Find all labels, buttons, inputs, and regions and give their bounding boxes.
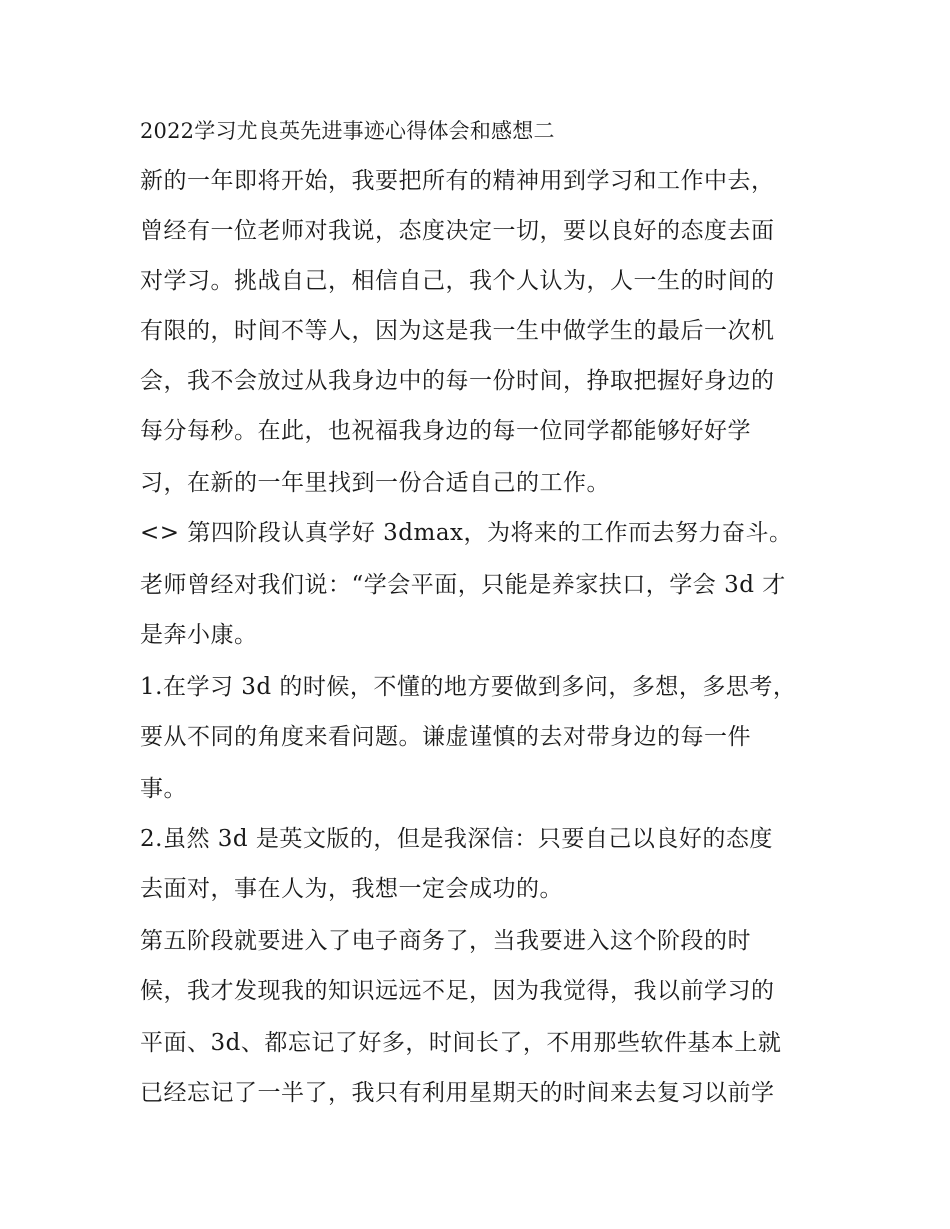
text-line: 候，我才发现我的知识远远不足，因为我觉得，我以前学习的: [140, 978, 775, 1004]
text-line: 2.虽然 3d 是英文版的，但是我深信：只要自己以良好的态度: [140, 826, 773, 852]
text-line: 新的一年即将开始，我要把所有的精神用到学习和工作中去，: [140, 168, 775, 194]
text-line: 是奔小康。: [140, 622, 258, 648]
text-line: 曾经有一位老师对我说，态度决定一切，要以良好的态度去面: [140, 218, 775, 244]
text-line: 已经忘记了一半了，我只有利用星期天的时间来去复习以前学: [140, 1080, 775, 1106]
text-line: 第五阶段就要进入了电子商务了，当我要进入这个阶段的时: [140, 928, 751, 954]
text-line: 老师曾经对我们说：“学会平面，只能是养家扶口，学会 3d 才: [140, 572, 786, 598]
text-line: 1.在学习 3d 的时候，不懂的地方要做到多问，多想，多思考，: [140, 674, 797, 700]
text-line: 事。: [140, 776, 187, 802]
text-line: 每分每秒。在此，也祝福我身边的每一位同学都能够好好学: [140, 418, 751, 444]
document-title: 2022学习尤良英先进事迹心得体会和感想二: [140, 119, 555, 143]
text-line: <> 第四阶段认真学好 3dmax，为将来的工作而去努力奋斗。: [140, 520, 793, 546]
text-line: 对学习。挑战自己，相信自己，我个人认为，人一生的时间的: [140, 268, 775, 294]
text-line: 习，在新的一年里找到一份合适自己的工作。: [140, 470, 610, 496]
text-line: 去面对，事在人为，我想一定会成功的。: [140, 876, 563, 902]
text-line: 平面、3d、都忘记了好多，时间长了，不用那些软件基本上就: [140, 1030, 782, 1056]
text-line: 会，我不会放过从我身边中的每一份时间，挣取把握好身边的: [140, 368, 775, 394]
text-line: 有限的，时间不等人，因为这是我一生中做学生的最后一次机: [140, 318, 775, 344]
text-line: 要从不同的角度来看问题。谦虚谨慎的去对带身边的每一件: [140, 724, 751, 750]
